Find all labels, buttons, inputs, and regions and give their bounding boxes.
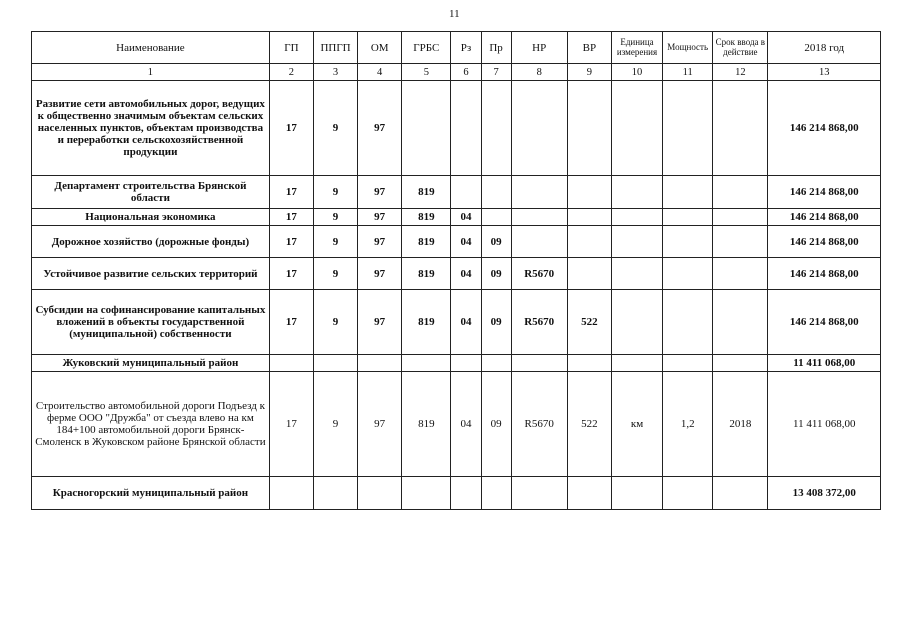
cell-pr <box>481 209 511 226</box>
cell-vr <box>567 81 611 176</box>
cell-grbs: 819 <box>402 372 451 477</box>
cell-nr: R5670 <box>511 372 567 477</box>
cell-nr <box>511 355 567 372</box>
cell-rz <box>451 176 481 209</box>
cell-gp <box>269 355 313 372</box>
column-number-row <box>32 64 881 81</box>
header-unit: Единица измерения <box>611 32 662 64</box>
cell-unit <box>611 209 662 226</box>
cell-term: 2018 <box>713 372 768 477</box>
cell-name: Развитие сети автомобильных дорог, ведущих к общественно значимым объектам сельских населенных пунктов, объектам производства и переработки сельскохозяйственной продукции <box>32 81 270 176</box>
cell-om: 97 <box>358 226 402 258</box>
cell-rz: 04 <box>451 290 481 355</box>
cell-power <box>663 290 713 355</box>
cell-term <box>713 290 768 355</box>
cell-power <box>663 258 713 290</box>
cell-ppgp <box>313 477 357 510</box>
cell-name: Жуковский муниципальный район <box>32 355 270 372</box>
cell-rz <box>451 477 481 510</box>
cell-gp: 17 <box>269 226 313 258</box>
cell-vr <box>567 355 611 372</box>
cell-term <box>713 81 768 176</box>
col-num: 4 <box>358 64 402 81</box>
table-body <box>32 81 881 510</box>
cell-gp <box>269 477 313 510</box>
cell-unit <box>611 477 662 510</box>
cell-ppgp: 9 <box>313 290 357 355</box>
cell-amount: 146 214 868,00 <box>768 176 881 209</box>
cell-rz <box>451 355 481 372</box>
cell-term <box>713 477 768 510</box>
cell-pr <box>481 176 511 209</box>
cell-power <box>663 176 713 209</box>
cell-pr: 09 <box>481 290 511 355</box>
cell-name: Дорожное хозяйство (дорожные фонды) <box>32 226 270 258</box>
cell-name: Национальная экономика <box>32 209 270 226</box>
cell-om: 97 <box>358 209 402 226</box>
cell-nr: R5670 <box>511 290 567 355</box>
cell-unit <box>611 258 662 290</box>
cell-rz: 04 <box>451 372 481 477</box>
col-num: 1 <box>32 64 270 81</box>
cell-rz: 04 <box>451 209 481 226</box>
cell-nr <box>511 209 567 226</box>
header-rz: Рз <box>451 32 481 64</box>
header-name: Наименование <box>32 32 270 64</box>
table-row <box>32 209 881 226</box>
cell-nr <box>511 81 567 176</box>
cell-om <box>358 477 402 510</box>
cell-unit: км <box>611 372 662 477</box>
budget-table <box>31 31 881 510</box>
cell-unit <box>611 226 662 258</box>
cell-pr <box>481 355 511 372</box>
cell-ppgp: 9 <box>313 209 357 226</box>
cell-rz <box>451 81 481 176</box>
cell-term <box>713 258 768 290</box>
cell-grbs: 819 <box>402 258 451 290</box>
cell-gp: 17 <box>269 81 313 176</box>
cell-vr: 522 <box>567 290 611 355</box>
col-num: 3 <box>313 64 357 81</box>
col-num: 13 <box>768 64 881 81</box>
cell-grbs: 819 <box>402 226 451 258</box>
cell-amount: 11 411 068,00 <box>768 372 881 477</box>
cell-name: Красногорский муниципальный район <box>32 477 270 510</box>
cell-vr <box>567 176 611 209</box>
cell-pr: 09 <box>481 226 511 258</box>
table-row <box>32 81 881 176</box>
col-num: 5 <box>402 64 451 81</box>
cell-grbs <box>402 355 451 372</box>
cell-pr: 09 <box>481 372 511 477</box>
table-row <box>32 372 881 477</box>
cell-om: 97 <box>358 258 402 290</box>
header-om: ОМ <box>358 32 402 64</box>
table-row <box>32 477 881 510</box>
header-grbs: ГРБС <box>402 32 451 64</box>
cell-power <box>663 81 713 176</box>
cell-name: Департамент строительства Брянской области <box>32 176 270 209</box>
header-row <box>32 32 881 64</box>
cell-gp: 17 <box>269 209 313 226</box>
cell-power <box>663 355 713 372</box>
cell-amount: 146 214 868,00 <box>768 290 881 355</box>
header-nr: НР <box>511 32 567 64</box>
cell-name: Устойчивое развитие сельских территорий <box>32 258 270 290</box>
cell-amount: 11 411 068,00 <box>768 355 881 372</box>
col-num: 12 <box>713 64 768 81</box>
header-vr: ВР <box>567 32 611 64</box>
cell-unit <box>611 355 662 372</box>
cell-ppgp <box>313 355 357 372</box>
cell-om: 97 <box>358 372 402 477</box>
cell-name: Строительство автомобильной дороги Подъезд к ферме ООО "Дружба" от съезда влево на км 184+100 автомобильной дороги Брянск-Смоленск в Жуковском районе Брянской области <box>32 372 270 477</box>
col-num: 9 <box>567 64 611 81</box>
col-num: 7 <box>481 64 511 81</box>
cell-power <box>663 226 713 258</box>
cell-nr <box>511 477 567 510</box>
cell-name: Субсидии на софинансирование капитальных вложений в объекты государственной (муниципальной) собственности <box>32 290 270 355</box>
table-row <box>32 176 881 209</box>
cell-nr <box>511 176 567 209</box>
header-gp: ГП <box>269 32 313 64</box>
cell-vr <box>567 477 611 510</box>
table-row <box>32 258 881 290</box>
cell-unit <box>611 176 662 209</box>
cell-term <box>713 209 768 226</box>
cell-amount: 146 214 868,00 <box>768 81 881 176</box>
cell-amount: 146 214 868,00 <box>768 209 881 226</box>
cell-rz: 04 <box>451 258 481 290</box>
table-row <box>32 355 881 372</box>
cell-grbs: 819 <box>402 176 451 209</box>
table-row <box>32 226 881 258</box>
cell-power: 1,2 <box>663 372 713 477</box>
col-num: 6 <box>451 64 481 81</box>
cell-grbs: 819 <box>402 209 451 226</box>
header-ppgp: ППГП <box>313 32 357 64</box>
cell-pr: 09 <box>481 258 511 290</box>
cell-amount: 146 214 868,00 <box>768 226 881 258</box>
cell-gp: 17 <box>269 290 313 355</box>
cell-grbs <box>402 477 451 510</box>
cell-om <box>358 355 402 372</box>
cell-vr <box>567 209 611 226</box>
cell-gp: 17 <box>269 176 313 209</box>
cell-amount: 146 214 868,00 <box>768 258 881 290</box>
cell-om: 97 <box>358 81 402 176</box>
table-row <box>32 290 881 355</box>
page-number: 11 <box>449 8 460 20</box>
cell-grbs: 819 <box>402 290 451 355</box>
cell-pr <box>481 81 511 176</box>
cell-ppgp: 9 <box>313 372 357 477</box>
cell-term <box>713 355 768 372</box>
cell-vr: 522 <box>567 372 611 477</box>
cell-ppgp: 9 <box>313 81 357 176</box>
col-num: 10 <box>611 64 662 81</box>
cell-power <box>663 209 713 226</box>
cell-power <box>663 477 713 510</box>
cell-unit <box>611 290 662 355</box>
cell-om: 97 <box>358 176 402 209</box>
header-pr: Пр <box>481 32 511 64</box>
cell-gp: 17 <box>269 372 313 477</box>
cell-gp: 17 <box>269 258 313 290</box>
header-power: Мощность <box>663 32 713 64</box>
cell-pr <box>481 477 511 510</box>
col-num: 11 <box>663 64 713 81</box>
cell-vr <box>567 226 611 258</box>
header-year: 2018 год <box>768 32 881 64</box>
cell-grbs <box>402 81 451 176</box>
cell-om: 97 <box>358 290 402 355</box>
cell-unit <box>611 81 662 176</box>
cell-ppgp: 9 <box>313 176 357 209</box>
cell-ppgp: 9 <box>313 258 357 290</box>
header-term: Срок ввода в действие <box>713 32 768 64</box>
cell-ppgp: 9 <box>313 226 357 258</box>
col-num: 8 <box>511 64 567 81</box>
cell-nr <box>511 226 567 258</box>
cell-term <box>713 226 768 258</box>
cell-amount: 13 408 372,00 <box>768 477 881 510</box>
cell-vr <box>567 258 611 290</box>
cell-rz: 04 <box>451 226 481 258</box>
cell-nr: R5670 <box>511 258 567 290</box>
cell-term <box>713 176 768 209</box>
col-num: 2 <box>269 64 313 81</box>
